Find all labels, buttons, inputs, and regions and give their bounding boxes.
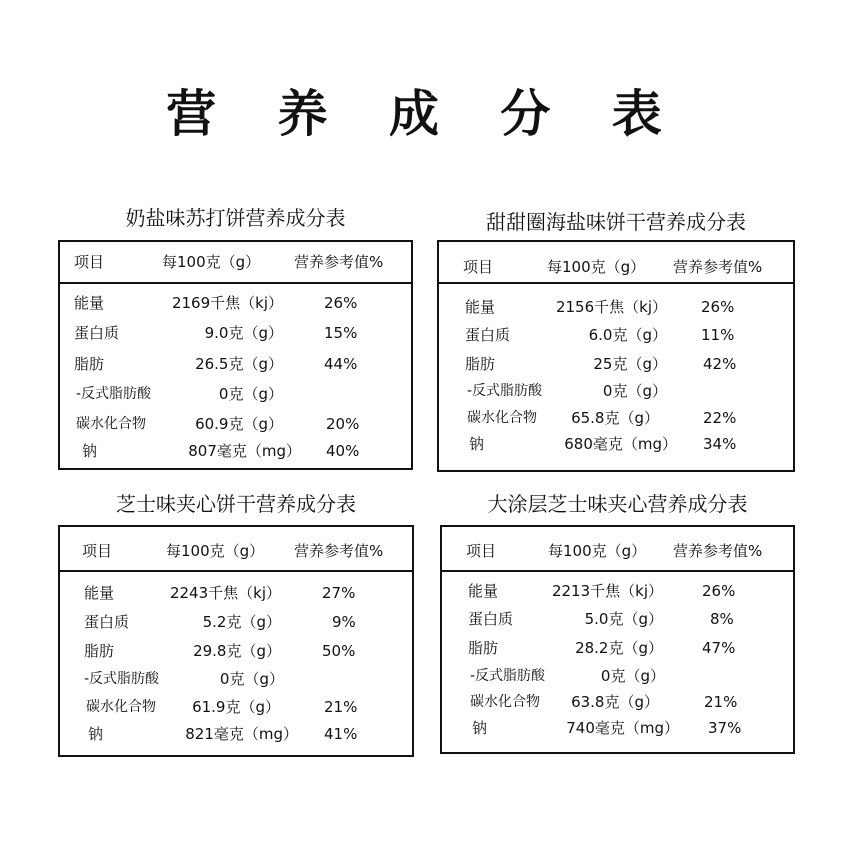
row-nrv: 20% — [326, 415, 360, 433]
table-title: 甜甜圈海盐味饼干营养成分表 — [486, 210, 746, 234]
row-value: 2243千焦（kj） — [169, 584, 281, 602]
row-value: 29.8克（g） — [193, 642, 281, 660]
header-item: 项目 — [82, 542, 113, 560]
row-nrv: 37% — [708, 719, 742, 737]
header-nrv: 营养参考值% — [294, 542, 384, 560]
row-label: 碳水化合物 — [86, 699, 156, 715]
header-per100: 每100克（g） — [162, 253, 261, 271]
row-nrv: 26% — [702, 582, 736, 600]
table-title: 奶盐味苏打饼营养成分表 — [125, 206, 346, 230]
nutrition-table — [440, 525, 795, 754]
row-value: 26.5克（g） — [195, 355, 283, 373]
row-value: 740毫克（mg） — [566, 719, 679, 737]
nutrition-table — [58, 240, 413, 470]
row-value: 0克（g） — [600, 667, 665, 685]
header-item: 项目 — [466, 542, 497, 560]
row-nrv: 41% — [324, 725, 358, 743]
header-per100: 每100克（g） — [547, 258, 646, 276]
header-nrv: 营养参考值% — [294, 253, 384, 271]
row-value: 2169千焦（kj） — [171, 294, 283, 312]
header-item: 项目 — [74, 253, 105, 271]
row-label: -反式脂肪酸 — [467, 383, 543, 399]
row-value: 5.0克（g） — [584, 610, 663, 628]
row-label: 蛋白质 — [74, 324, 120, 342]
row-nrv: 21% — [324, 698, 358, 716]
header-nrv: 营养参考值% — [673, 258, 763, 276]
table-header — [60, 242, 411, 284]
row-value: 680毫克（mg） — [564, 435, 677, 453]
table-header — [442, 527, 793, 572]
row-value: 63.8克（g） — [571, 693, 659, 711]
row-label: 钠 — [82, 442, 98, 460]
row-label: 碳水化合物 — [470, 694, 540, 710]
row-nrv: 50% — [322, 642, 356, 660]
row-value: 0克（g） — [219, 670, 284, 688]
row-label: 脂肪 — [468, 639, 499, 657]
header-per100: 每100克（g） — [166, 542, 265, 560]
row-nrv: 11% — [701, 326, 735, 344]
row-value: 2213千焦（kj） — [551, 582, 663, 600]
row-nrv: 26% — [324, 294, 358, 312]
row-value: 25克（g） — [593, 355, 667, 373]
row-value: 2156千焦（kj） — [555, 298, 667, 316]
row-label: -反式脂肪酸 — [84, 671, 160, 687]
header-nrv: 营养参考值% — [673, 542, 763, 560]
nutrition-table — [437, 240, 795, 472]
page-title: 营 养 成 分 表 — [166, 85, 684, 143]
row-nrv: 42% — [703, 355, 737, 373]
row-label: 钠 — [88, 725, 104, 743]
row-nrv: 44% — [324, 355, 358, 373]
table-title: 大涂层芝士味夹心营养成分表 — [487, 492, 748, 516]
table-title: 芝士味夹心饼干营养成分表 — [116, 492, 356, 516]
row-nrv: 21% — [704, 693, 738, 711]
row-nrv: 22% — [703, 409, 737, 427]
row-label: 蛋白质 — [465, 326, 511, 344]
row-label: 蛋白质 — [84, 613, 130, 631]
row-nrv: 47% — [702, 639, 736, 657]
row-label: 脂肪 — [74, 355, 105, 373]
row-value: 6.0克（g） — [588, 326, 667, 344]
row-nrv: 40% — [326, 442, 360, 460]
row-value: 28.2克（g） — [575, 639, 663, 657]
row-label: 碳水化合物 — [467, 410, 537, 426]
nutrition-table — [58, 525, 414, 757]
row-value: 807毫克（mg） — [188, 442, 301, 460]
header-item: 项目 — [463, 258, 494, 276]
row-value: 9.0克（g） — [204, 324, 283, 342]
row-label: 碳水化合物 — [76, 416, 146, 432]
header-per100: 每100克（g） — [548, 542, 647, 560]
row-value: 61.9克（g） — [192, 698, 280, 716]
table-header — [439, 242, 793, 284]
row-value: 0克（g） — [602, 382, 667, 400]
row-label: 能量 — [468, 582, 499, 600]
row-nrv: 34% — [703, 435, 737, 453]
row-nrv: 15% — [324, 324, 358, 342]
row-label: 能量 — [74, 294, 105, 312]
row-value: 5.2克（g） — [202, 613, 281, 631]
row-value: 821毫克（mg） — [185, 725, 298, 743]
row-nrv: 27% — [322, 584, 356, 602]
row-label: -反式脂肪酸 — [470, 668, 546, 684]
row-label: 钠 — [469, 435, 485, 453]
row-label: -反式脂肪酸 — [76, 386, 152, 402]
row-label: 钠 — [472, 719, 488, 737]
row-nrv: 8% — [710, 610, 734, 628]
row-label: 能量 — [84, 584, 115, 602]
row-value: 60.9克（g） — [195, 415, 283, 433]
row-label: 蛋白质 — [468, 610, 514, 628]
row-nrv: 26% — [701, 298, 735, 316]
row-value: 65.8克（g） — [571, 409, 659, 427]
row-nrv: 9% — [332, 613, 356, 631]
row-label: 能量 — [465, 298, 496, 316]
table-header — [60, 527, 412, 572]
row-value: 0克（g） — [218, 385, 283, 403]
row-label: 脂肪 — [465, 355, 496, 373]
row-label: 脂肪 — [84, 642, 115, 660]
